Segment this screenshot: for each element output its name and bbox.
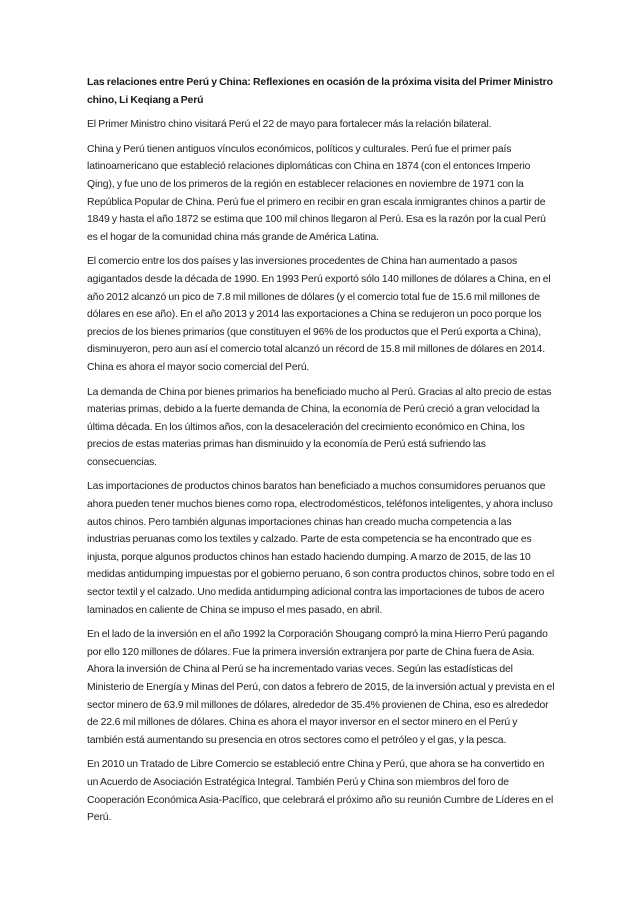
paragraph-history: China y Perú tienen antiguos vínculos económicos, políticos y culturales. Perú fue el primer país latinoamericano que estableció relaciones diplomáticas con China en 1874 (con el entonces Imperio Qing), y fue uno de los primeros de la región en establecer relaciones en noviembre de 1971 con la República Popular de China. Perú fue el primero en recibir en gran escala inmigrantes chinos a partir de 1849 y hasta el año 1872 se estima que 100 mil chinos llegaron al Perú. Esa es la razón por la cual Perú es el hogar de la comunidad china más grande de América Latina. [87, 143, 546, 243]
paragraph-free-trade: En 2010 un Tratado de Libre Comercio se estableció entre China y Perú, que ahora se ha convertido en un Acuerdo de Asociación Estratégica Integral. También Perú y China son miembros del foro de Cooperación Económica Asia-Pacífico, que celebrará el próximo año su reunión Cumbre de Líderes en el Perú. [87, 759, 554, 824]
paragraph-investment: En el lado de la inversión en el año 1992 la Corporación Shougang compró la mina Hierro Perú pagando por ello 120 millones de dólares. Fue la primera inversión extranjera por parte de China fuera de Asia. Ahora la inversión de China al Perú se ha incrementado varias veces. Según las estadísticas del Ministerio de Energía y Minas del Perú, con datos a febrero de 2015, de la inversión actual y prevista en el sector minero de 63.9 mil millones de dólares, alrededor de 35.4% provienen de China, eso es alrededor de 22.6 mil millones de dólares. China es ahora el mayor inversor en el sector minero en el Perú y también está aumentando su presencia en otros sectores como el petróleo y el gas, y la pesca. [87, 629, 555, 746]
paragraph-imports: Las importaciones de productos chinos baratos han beneficiado a muchos consumidores peruanos que ahora pueden tener muchos bienes como ropa, electrodomésticos, teléfonos inteligentes, y ahora incluso autos chinos. Pero también algunas importaciones chinas han creado mucha competencia a las industrias peruanas como los textiles y calzado. Parte de esta competencia se ha encontrado que es injusta, porque algunos productos chinos han estado haciendo dumping. A marzo de 2015, de las 10 medidas antidumping impuestas por el gobierno peruano, 6 son contra productos chinos, sobre todo en el sector textil y el calzado. Uno medida antidumping adicional contra las importaciones de tubos de acero laminados en caliente de China se impuso el mes pasado, en abril. [87, 481, 555, 616]
paragraph-demand: La demanda de China por bienes primarios ha beneficiado mucho al Perú. Gracias al alto precio de estas materias primas, debido a la fuerte demanda de China, la economía de Perú creció a gran velocidad la última década. En los últimos años, con la desaceleración del crecimiento económico en China, los precios de estas materias primas han disminuido y la economía de Perú está sufriendo las consecuencias. [87, 386, 552, 468]
document-page [87, 74, 555, 834]
paragraph-intro: El Primer Ministro chino visitará Perú el 22 de mayo para fortalecer más la relación bilateral. [87, 119, 492, 131]
document-title: Las relaciones entre Perú y China: Reflexiones en ocasión de la próxima visita del Primer Ministro chino, Li Keqiang a Perú [87, 77, 553, 106]
paragraph-trade: El comercio entre los dos países y las inversiones procedentes de China han aumentado a pasos agigantados desde la década de 1990. En 1993 Perú exportó sólo 140 millones de dólares a China, en el año 2012 alcanzó un pico de 7.8 mil millones de dólares (y el comercio total fue de 15.6 mil millones de dólares en ese año). En el año 2013 y 2014 las exportaciones a China se redujeron un poco porque los precios de los bienes primarios (que constituyen el 96% de los productos que el Perú exporta a China), disminuyeron, pero aun así el comercio total alcanzó un récord de 15.8 mil millones de dólares en 2014. China es ahora el mayor socio comercial del Perú. [87, 256, 551, 373]
